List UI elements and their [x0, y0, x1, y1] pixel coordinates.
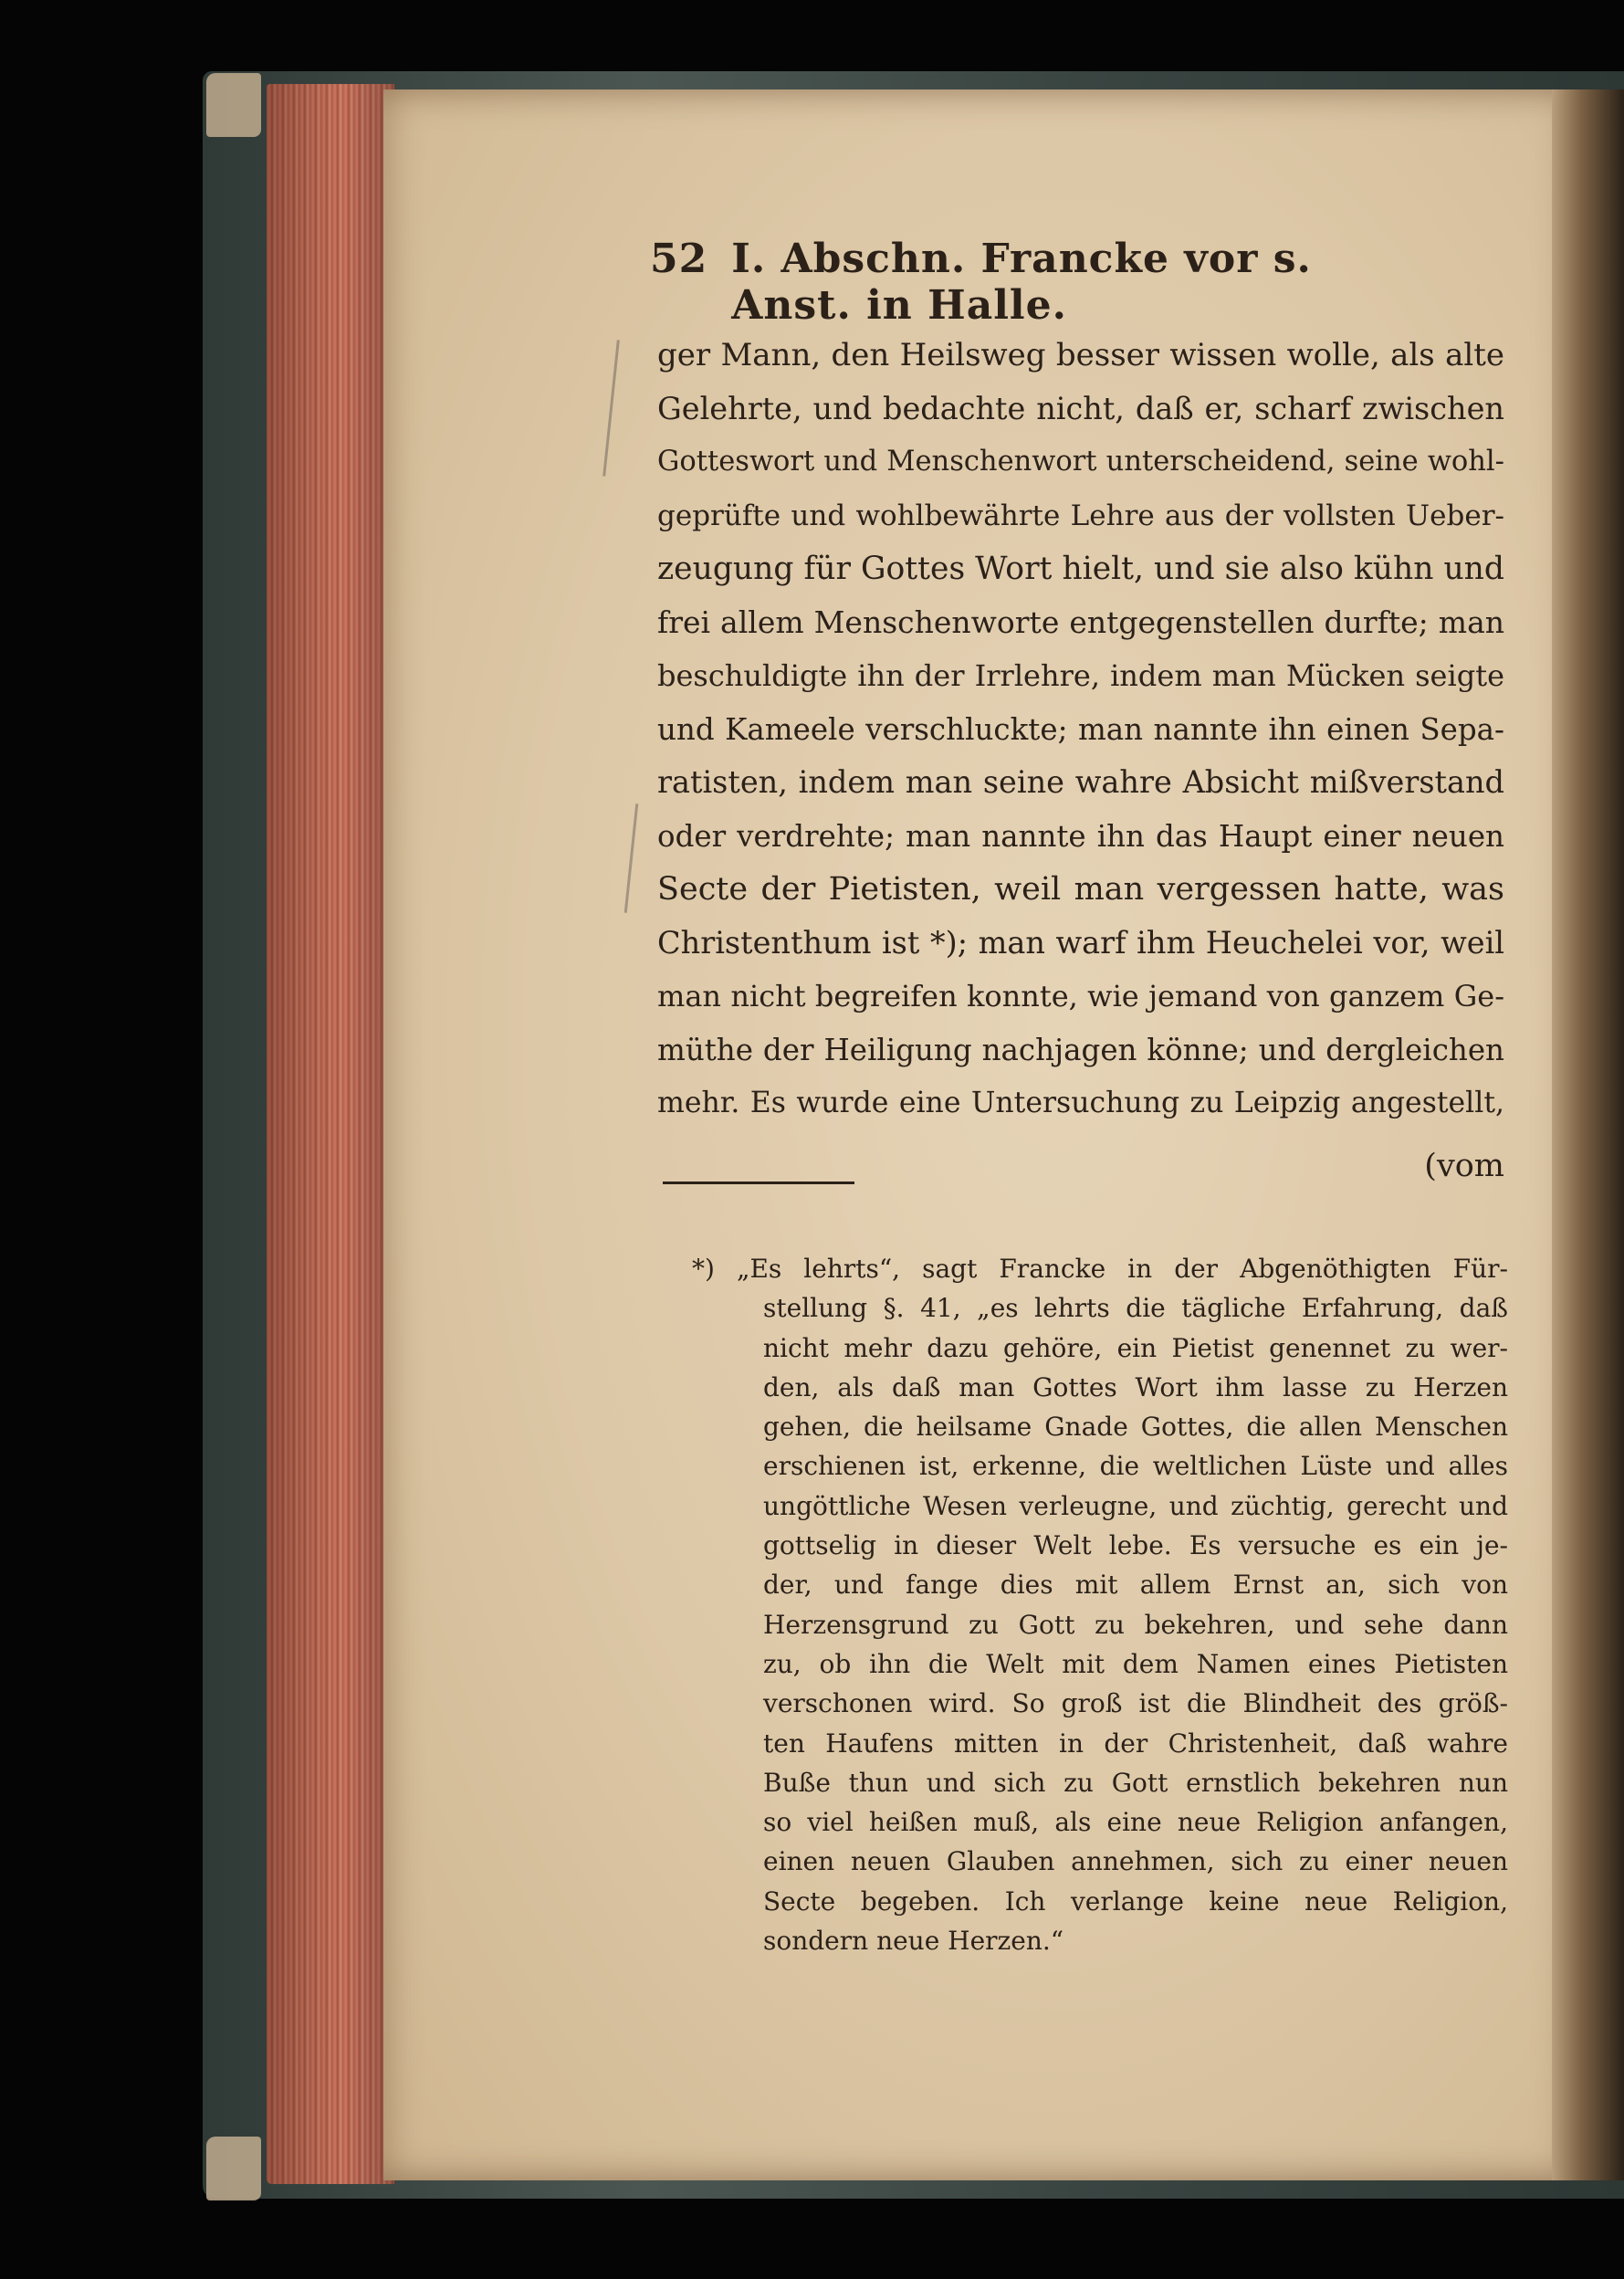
footnote-line: Secte begeben. Ich verlange keine neue Religion,: [763, 1885, 1508, 1917]
body-line: mehr. Es wurde eine Untersuchung zu Leipzig angestellt,: [657, 1087, 1504, 1119]
body-text: [657, 329, 1504, 1130]
page-number: 52: [650, 236, 708, 282]
body-line: frei allem Menschenworte entgegenstellen durfte; man: [657, 604, 1504, 640]
cover-corner-top: [206, 73, 261, 137]
body-line: ger Mann, den Heilsweg besser wissen wolle, als alte: [657, 337, 1504, 373]
catchword: (vom: [1424, 1148, 1504, 1184]
footnote-line: den, als daß man Gottes Wort ihm lasse zu Herzen: [763, 1371, 1508, 1402]
body-line: ratisten, indem man seine wahre Absicht mißverstand: [657, 764, 1504, 800]
footnote-line: sondern neue Herzen.“: [763, 1926, 1064, 1957]
footnote-line: gehen, die heilsame Gnade Gottes, die allen Menschen: [763, 1412, 1508, 1443]
footnote-line: Buße thun und sich zu Gott ernstlich bekehren nun: [763, 1767, 1508, 1798]
body-line: müthe der Heiligung nachjagen könne; und dergleichen: [657, 1032, 1504, 1067]
cover-corner-bottom: [206, 2137, 261, 2200]
footnote-line: einen neuen Glauben annehmen, sich zu einer neuen: [763, 1846, 1508, 1877]
footnote-line: *) „Es lehrts“, sagt Francke in der Abgenöthigten Für-: [692, 1254, 1508, 1284]
footnote-line: so viel heißen muß, als eine neue Religion anfangen,: [763, 1807, 1508, 1838]
page-block-shade: [267, 84, 394, 2184]
running-header: [650, 236, 1417, 329]
footnote-line: stellung §. 41, „es lehrts die tägliche Erfahrung, daß: [763, 1293, 1508, 1324]
footnote-line: zu, ob ihn die Welt mit dem Namen eines Pietisten: [763, 1648, 1508, 1679]
footnote-line: verschonen wird. So groß ist die Blindheit des größ-: [763, 1688, 1508, 1719]
footnote-line: erschienen ist, erkenne, die weltlichen Lüste und alles: [763, 1451, 1508, 1482]
footnote-line: ungöttliche Wesen verleugne, und züchtig, gerecht und: [763, 1490, 1508, 1521]
body-line: beschuldigte ihn der Irrlehre, indem man Mücken seigte: [657, 658, 1504, 693]
body-line: geprüfte und wohlbewährte Lehre aus der vollsten Ueber-: [657, 499, 1504, 532]
running-title: I. Abschn. Francke vor s. Anst. in Halle.: [731, 236, 1312, 329]
footnote-line: der, und fange dies mit allem Ernst an, sich von: [763, 1570, 1508, 1601]
footnote-line: nicht mehr dazu gehöre, ein Pietist genennet zu wer-: [763, 1332, 1508, 1363]
body-line: Gelehrte, und bedachte nicht, daß er, scharf zwischen: [657, 390, 1504, 426]
footnote-line: ten Haufens mitten in der Christenheit, daß wahre: [763, 1728, 1508, 1759]
footnote-line: gottselig in dieser Welt lebe. Es versuche es ein je-: [763, 1530, 1508, 1561]
body-line: Secte der Pietisten, weil man vergessen hatte, was: [657, 871, 1504, 908]
body-line: Christenthum ist *); man warf ihm Heuchelei vor, weil: [657, 924, 1504, 961]
body-line: zeugung für Gottes Wort hielt, und sie also kühn und: [657, 551, 1504, 587]
body-line: oder verdrehte; man nannte ihn das Haupt einer neuen: [657, 818, 1504, 854]
footnote-line: Herzensgrund zu Gott zu bekehren, und sehe dann: [763, 1609, 1508, 1640]
page-gutter: [1552, 89, 1624, 2180]
footnote: [692, 1249, 1508, 1960]
body-line: und Kameele verschluckte; man nannte ihn einen Sepa-: [657, 711, 1504, 747]
body-line: Gotteswort und Menschenwort unterscheidend, seine wohl-: [657, 446, 1504, 478]
footnote-rule: [663, 1182, 854, 1184]
body-line: man nicht begreifen konnte, wie jemand von ganzem Ge-: [657, 979, 1504, 1013]
